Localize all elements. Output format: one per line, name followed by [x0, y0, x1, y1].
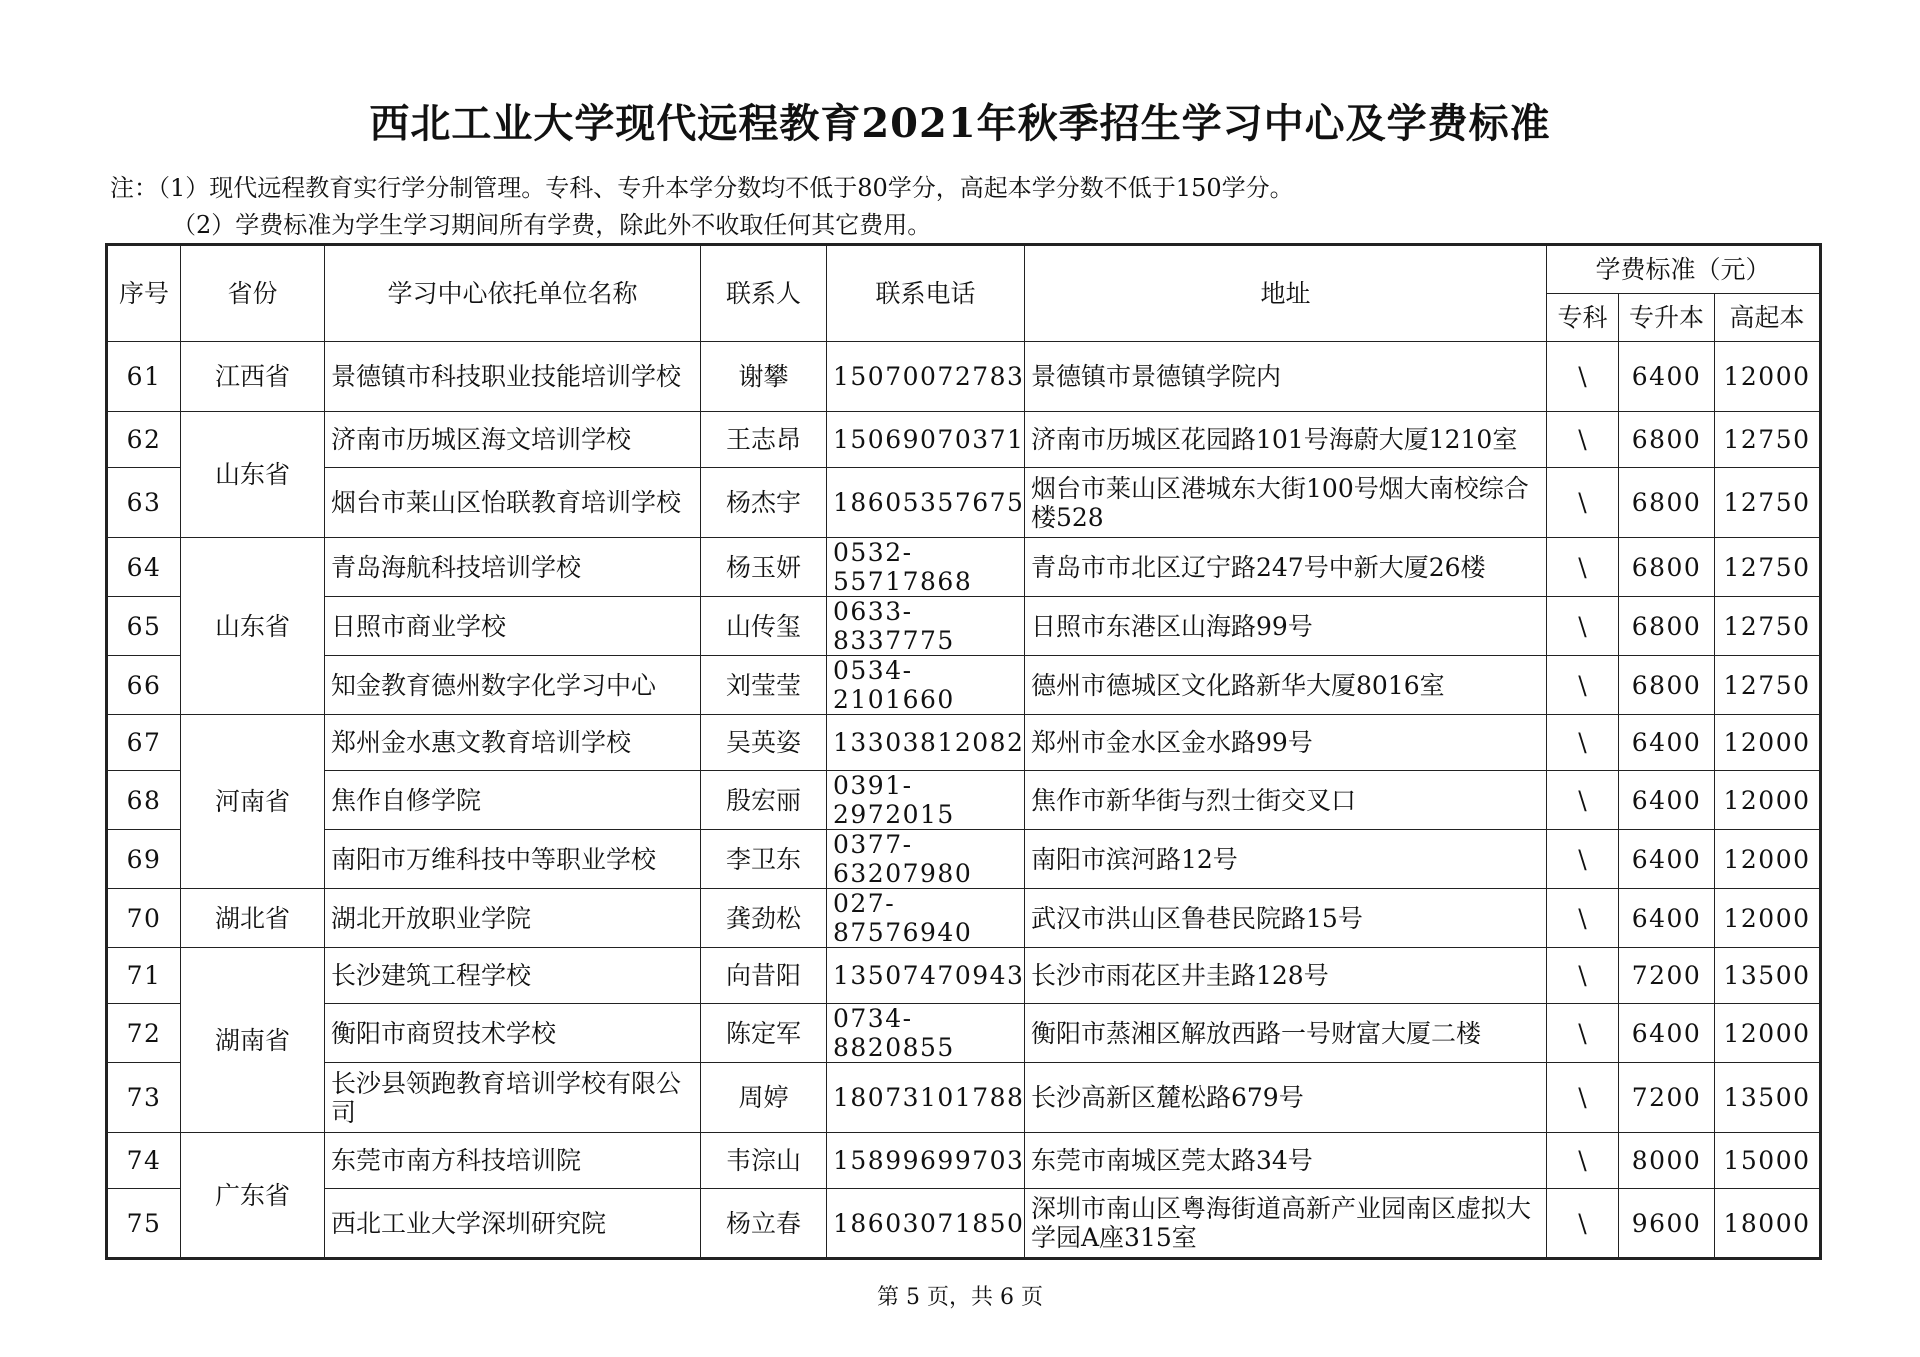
cell-center-name: 衡阳市商贸技术学校: [325, 1004, 701, 1063]
cell-contact: 殷宏丽: [701, 771, 827, 830]
cell-phone: 0633-8337775: [827, 597, 1025, 656]
header-address: 地址: [1025, 245, 1547, 342]
cell-address: 烟台市莱山区港城东大街100号烟大南校综合楼528: [1025, 468, 1547, 538]
cell-province: 江西省: [181, 342, 325, 412]
cell-fee-zhuanke: \: [1547, 412, 1619, 468]
cell-fee-gaoqiben: 12750: [1715, 412, 1821, 468]
cell-index: 73: [107, 1063, 181, 1133]
cell-fee-gaoqiben: 12000: [1715, 715, 1821, 771]
cell-fee-gaoqiben: 12000: [1715, 771, 1821, 830]
cell-phone: 15069070371: [827, 412, 1025, 468]
cell-address: 济南市历城区花园路101号海蔚大厦1210室: [1025, 412, 1547, 468]
cell-contact: 杨杰宇: [701, 468, 827, 538]
cell-fee-gaoqiben: 12000: [1715, 889, 1821, 948]
header-center-name: 学习中心依托单位名称: [325, 245, 701, 342]
cell-fee-zhuanshengben: 6800: [1619, 656, 1715, 715]
header-zhuanshengben: 专升本: [1619, 294, 1715, 342]
header-phone: 联系电话: [827, 245, 1025, 342]
cell-fee-zhuanke: \: [1547, 538, 1619, 597]
cell-fee-zhuanshengben: 6800: [1619, 538, 1715, 597]
cell-phone: 0534-2101660: [827, 656, 1025, 715]
cell-fee-gaoqiben: 12750: [1715, 656, 1821, 715]
cell-address: 东莞市南城区莞太路34号: [1025, 1133, 1547, 1189]
cell-address: 日照市东港区山海路99号: [1025, 597, 1547, 656]
cell-phone: 027-87576940: [827, 889, 1025, 948]
cell-center-name: 西北工业大学深圳研究院: [325, 1189, 701, 1259]
header-index: 序号: [107, 245, 181, 342]
cell-fee-zhuanke: \: [1547, 889, 1619, 948]
header-province: 省份: [181, 245, 325, 342]
cell-fee-gaoqiben: 12750: [1715, 468, 1821, 538]
table-row: [107, 538, 1821, 597]
header-gaoqiben: 高起本: [1715, 294, 1821, 342]
table-row: [107, 468, 1821, 538]
cell-fee-zhuanke: \: [1547, 1004, 1619, 1063]
header-fee-standard: 学费标准（元）: [1547, 245, 1821, 294]
cell-fee-zhuanshengben: 6800: [1619, 412, 1715, 468]
cell-fee-gaoqiben: 12000: [1715, 342, 1821, 412]
cell-fee-zhuanshengben: 6400: [1619, 342, 1715, 412]
cell-fee-zhuanke: \: [1547, 1063, 1619, 1133]
table-row: [107, 342, 1821, 412]
cell-index: 63: [107, 468, 181, 538]
cell-fee-gaoqiben: 13500: [1715, 948, 1821, 1004]
cell-contact: 谢攀: [701, 342, 827, 412]
cell-contact: 陈定军: [701, 1004, 827, 1063]
cell-phone: 0377-63207980: [827, 830, 1025, 889]
cell-center-name: 景德镇市科技职业技能培训学校: [325, 342, 701, 412]
page-footer: 第 5 页，共 6 页: [877, 1285, 1043, 1310]
cell-phone: 18603071850: [827, 1189, 1025, 1259]
cell-fee-zhuanshengben: 6400: [1619, 771, 1715, 830]
table-row: [107, 830, 1821, 889]
cell-contact: 山传玺: [701, 597, 827, 656]
cell-phone: 13507470943: [827, 948, 1025, 1004]
cell-phone: 15070072783: [827, 342, 1025, 412]
cell-index: 72: [107, 1004, 181, 1063]
table-row: [107, 412, 1821, 468]
cell-address: 青岛市市北区辽宁路247号中新大厦26楼: [1025, 538, 1547, 597]
cell-phone: 0734-8820855: [827, 1004, 1025, 1063]
cell-center-name: 日照市商业学校: [325, 597, 701, 656]
cell-address: 深圳市南山区粤海街道高新产业园南区虚拟大学园A座315室: [1025, 1189, 1547, 1259]
cell-center-name: 烟台市莱山区怡联教育培训学校: [325, 468, 701, 538]
cell-fee-gaoqiben: 12750: [1715, 538, 1821, 597]
cell-fee-zhuanshengben: 6400: [1619, 715, 1715, 771]
cell-fee-zhuanshengben: 7200: [1619, 1063, 1715, 1133]
cell-fee-zhuanke: \: [1547, 830, 1619, 889]
cell-fee-zhuanshengben: 6400: [1619, 1004, 1715, 1063]
cell-address: 郑州市金水区金水路99号: [1025, 715, 1547, 771]
cell-fee-gaoqiben: 18000: [1715, 1189, 1821, 1259]
cell-contact: 杨立春: [701, 1189, 827, 1259]
cell-province: 河南省: [181, 715, 325, 889]
cell-contact: 韦淙山: [701, 1133, 827, 1189]
table-row: [107, 1189, 1821, 1259]
cell-contact: 李卫东: [701, 830, 827, 889]
cell-fee-zhuanke: \: [1547, 656, 1619, 715]
cell-phone: 18605357675: [827, 468, 1025, 538]
cell-address: 焦作市新华街与烈士街交叉口: [1025, 771, 1547, 830]
cell-fee-gaoqiben: 12750: [1715, 597, 1821, 656]
table-row: [107, 715, 1821, 771]
cell-address: 长沙市雨花区井圭路128号: [1025, 948, 1547, 1004]
table-row: [107, 1004, 1821, 1063]
cell-fee-zhuanke: \: [1547, 597, 1619, 656]
cell-center-name: 郑州金水惠文教育培训学校: [325, 715, 701, 771]
cell-fee-zhuanke: \: [1547, 468, 1619, 538]
header-row: [107, 245, 1821, 294]
document-title: 西北工业大学现代远程教育2021年秋季招生学习中心及学费标准: [369, 100, 1551, 147]
note-line-1: 注：（1）现代远程教育实行学分制管理。专科、专升本学分数均不低于80学分，高起本学分数不低于150学分。: [110, 174, 1294, 202]
cell-province: 湖北省: [181, 889, 325, 948]
cell-center-name: 焦作自修学院: [325, 771, 701, 830]
header-zhuanke: 专科: [1547, 294, 1619, 342]
cell-index: 61: [107, 342, 181, 412]
cell-address: 衡阳市蒸湘区解放西路一号财富大厦二楼: [1025, 1004, 1547, 1063]
cell-province: 广东省: [181, 1133, 325, 1259]
cell-contact: 向昔阳: [701, 948, 827, 1004]
cell-contact: 杨玉妍: [701, 538, 827, 597]
cell-center-name: 长沙建筑工程学校: [325, 948, 701, 1004]
cell-phone: 13303812082: [827, 715, 1025, 771]
cell-phone: 15899699703: [827, 1133, 1025, 1189]
cell-fee-gaoqiben: 12000: [1715, 1004, 1821, 1063]
cell-center-name: 湖北开放职业学院: [325, 889, 701, 948]
cell-index: 70: [107, 889, 181, 948]
cell-index: 66: [107, 656, 181, 715]
cell-index: 74: [107, 1133, 181, 1189]
cell-address: 德州市德城区文化路新华大厦8016室: [1025, 656, 1547, 715]
cell-contact: 吴英姿: [701, 715, 827, 771]
cell-index: 71: [107, 948, 181, 1004]
cell-address: 南阳市滨河路12号: [1025, 830, 1547, 889]
cell-province: 山东省: [181, 412, 325, 538]
cell-phone: 0391-2972015: [827, 771, 1025, 830]
table-row: [107, 889, 1821, 948]
cell-fee-zhuanke: \: [1547, 342, 1619, 412]
cell-address: 景德镇市景德镇学院内: [1025, 342, 1547, 412]
cell-address: 武汉市洪山区鲁巷民院路15号: [1025, 889, 1547, 948]
cell-fee-gaoqiben: 13500: [1715, 1063, 1821, 1133]
cell-index: 69: [107, 830, 181, 889]
table-row: [107, 656, 1821, 715]
cell-center-name: 济南市历城区海文培训学校: [325, 412, 701, 468]
cell-index: 65: [107, 597, 181, 656]
cell-index: 67: [107, 715, 181, 771]
cell-center-name: 东莞市南方科技培训院: [325, 1133, 701, 1189]
cell-phone: 18073101788: [827, 1063, 1025, 1133]
cell-index: 62: [107, 412, 181, 468]
cell-center-name: 南阳市万维科技中等职业学校: [325, 830, 701, 889]
cell-fee-zhuanke: \: [1547, 771, 1619, 830]
cell-center-name: 青岛海航科技培训学校: [325, 538, 701, 597]
cell-province: 湖南省: [181, 948, 325, 1133]
table-row: [107, 1133, 1821, 1189]
table-row: [107, 948, 1821, 1004]
cell-fee-zhuanke: \: [1547, 1189, 1619, 1259]
table-row: [107, 1063, 1821, 1133]
table-row: [107, 771, 1821, 830]
cell-contact: 刘莹莹: [701, 656, 827, 715]
cell-index: 75: [107, 1189, 181, 1259]
cell-contact: 周婷: [701, 1063, 827, 1133]
cell-index: 64: [107, 538, 181, 597]
cell-fee-zhuanshengben: 6400: [1619, 830, 1715, 889]
cell-address: 长沙高新区麓松路679号: [1025, 1063, 1547, 1133]
cell-fee-zhuanshengben: 8000: [1619, 1133, 1715, 1189]
header-contact: 联系人: [701, 245, 827, 342]
cell-fee-zhuanshengben: 7200: [1619, 948, 1715, 1004]
note-line-2: （2）学费标准为学生学习期间所有学费，除此外不收取任何其它费用。: [172, 211, 932, 239]
cell-fee-zhuanshengben: 6800: [1619, 468, 1715, 538]
cell-phone: 0532-55717868: [827, 538, 1025, 597]
cell-fee-gaoqiben: 12000: [1715, 830, 1821, 889]
learning-center-table: [105, 243, 1822, 1260]
cell-fee-zhuanshengben: 9600: [1619, 1189, 1715, 1259]
cell-fee-zhuanke: \: [1547, 715, 1619, 771]
cell-fee-zhuanke: \: [1547, 1133, 1619, 1189]
cell-fee-zhuanke: \: [1547, 948, 1619, 1004]
cell-index: 68: [107, 771, 181, 830]
cell-contact: 龚劲松: [701, 889, 827, 948]
cell-center-name: 知金教育德州数字化学习中心: [325, 656, 701, 715]
cell-fee-zhuanshengben: 6400: [1619, 889, 1715, 948]
cell-province: 山东省: [181, 538, 325, 715]
cell-fee-gaoqiben: 15000: [1715, 1133, 1821, 1189]
cell-fee-zhuanshengben: 6800: [1619, 597, 1715, 656]
table-row: [107, 597, 1821, 656]
cell-center-name: 长沙县领跑教育培训学校有限公司: [325, 1063, 701, 1133]
cell-contact: 王志昂: [701, 412, 827, 468]
